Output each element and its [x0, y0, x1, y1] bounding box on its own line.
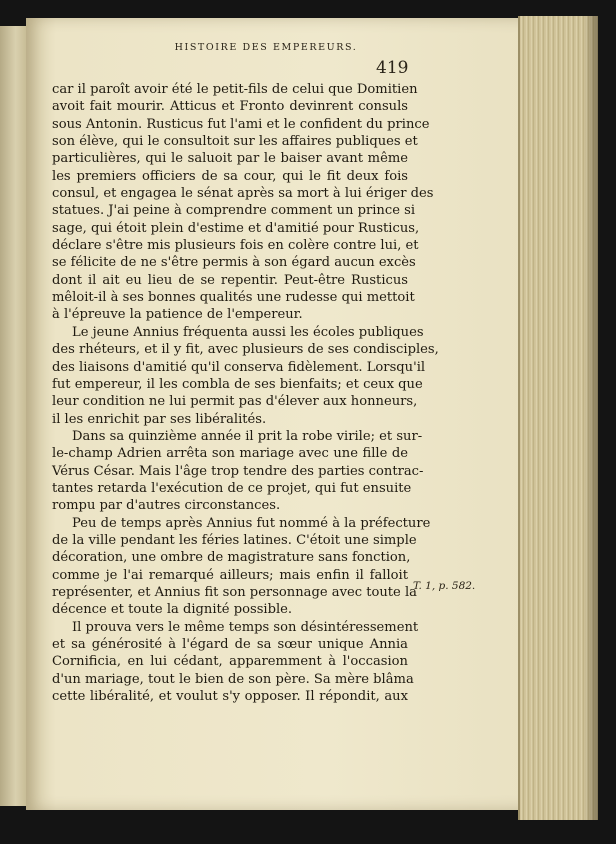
text-line: Peu de temps après Annius fut nommé à la préfecture	[72, 515, 431, 531]
facing-page-edge	[0, 26, 27, 806]
text-line: décence et toute la dignité possible.	[52, 602, 293, 618]
text-line: car il paroît avoir été le petit-fils de celui que Domitien	[52, 82, 418, 97]
text-line: Il prouva vers le même temps son désintéressement	[72, 619, 419, 635]
text-line: se félicite de ne s'être permis à son égard aucun excès	[52, 255, 416, 271]
text-line: représenter, et Annius fit son personnage avec toute la	[52, 584, 417, 600]
text-line: dont il ait eu lieu de se repentir. Peut-être Rusticus	[52, 272, 408, 288]
text-line: particulières, qui le saluoit par le baiser avant même	[52, 151, 408, 167]
text-line: mêloit-il à ses bonnes qualités une rudesse qui mettoit	[52, 290, 415, 306]
text-line: comme je l'ai remarqué ailleurs; mais enfin il falloit	[52, 567, 408, 583]
page-edges	[518, 16, 598, 820]
text-line: des rhéteurs, et il y fit, avec plusieurs de ses condisciples,	[52, 342, 439, 358]
text-line: leur condition ne lui permit pas d'élever aux honneurs,	[52, 394, 418, 410]
text-line: tantes retarda l'exécution de ce projet, qui fut ensuite	[52, 480, 412, 496]
text-line: et sa générosité à l'égard de sa sœur unique Annia	[52, 637, 408, 652]
text-line: d'un mariage, tout le bien de son père. Sa mère blâma	[52, 671, 414, 687]
text-line: les premiers officiers de sa cour, qui le fit deux fois	[52, 168, 408, 184]
text-line: à l'épreuve la patience de l'empereur.	[52, 307, 303, 323]
text-line: déclare s'être mis plusieurs fois en colère contre lui, et	[52, 238, 419, 254]
text-line: il les enrichit par ses libéralités.	[52, 411, 267, 427]
text-line: Vérus César. Mais l'âge trop tendre des parties contrac-	[52, 463, 424, 479]
body-text	[52, 81, 439, 705]
text-line: consul, et engagea le sénat après sa mort à lui ériger des	[52, 186, 434, 202]
text-line: décoration, une ombre de magistrature sans fonction,	[52, 550, 411, 566]
page-number: 419	[376, 58, 409, 78]
text-line: de la ville pendant les féries latines. C'étoit une simple	[52, 532, 417, 548]
text-line: rompu par d'autres circonstances.	[52, 498, 281, 514]
text-line: Le jeune Annius fréquenta aussi les écoles publiques	[72, 324, 424, 340]
running-title: HISTOIRE DES EMPEREURS.	[174, 42, 358, 53]
text-line: avoit fait mourir. Atticus et Fronto devinrent consuls	[52, 99, 408, 115]
text-line: son élève, qui le consultoit sur les affaires publiques et	[52, 134, 418, 150]
margin-note: T. 1, p. 582.	[413, 580, 476, 592]
text-line: fut empereur, il les combla de ses bienfaits; et ceux que	[52, 376, 423, 392]
text-line: sous Antonin. Rusticus fut l'ami et le confident du prince	[52, 116, 430, 132]
text-line: Dans sa quinzième année il prit la robe virile; et sur-	[72, 428, 423, 444]
text-line: statues. J'ai peine à comprendre comment un prince si	[52, 203, 416, 219]
text-line: le-champ Adrien arrêta son mariage avec une fille de	[52, 446, 408, 462]
text-line: Cornificia, en lui cédant, apparemment à l'occasion	[52, 654, 408, 670]
text-line: cette libéralité, et voulut s'y opposer. Il répondit, aux	[52, 689, 408, 705]
text-line: des liaisons d'amitié qu'il conserva fidèlement. Lorsqu'il	[52, 359, 426, 375]
text-line: sage, qui étoit plein d'estime et d'amitié pour Rusticus,	[52, 220, 420, 236]
